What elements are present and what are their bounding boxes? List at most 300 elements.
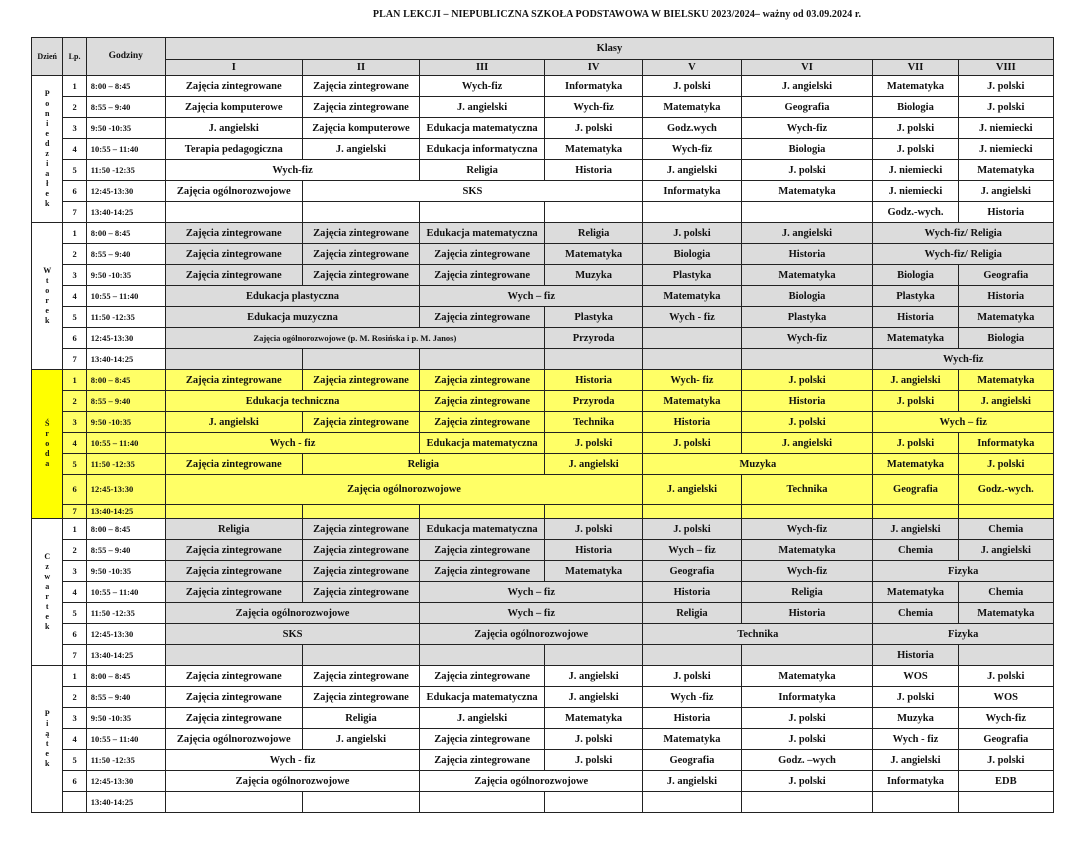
subject-cell: J. polski (544, 519, 642, 540)
table-row (32, 771, 1054, 792)
subject-cell: Wych - fiz (165, 750, 419, 771)
subject-cell (302, 505, 420, 519)
subject-cell: J. niemiecki (958, 139, 1053, 160)
subject-cell: Godz.-wych. (873, 202, 958, 223)
subject-cell: Chemia (958, 519, 1053, 540)
subject-cell: Zajęcia zintegrowane (165, 265, 302, 286)
subject-cell: Matematyka (873, 582, 958, 603)
table-row (32, 792, 1054, 813)
subject-cell: Zajęcia komputerowe (302, 118, 420, 139)
lesson-number: 4 (63, 582, 86, 603)
subject-cell: Informatyka (544, 76, 642, 97)
subject-cell: Zajęcia zintegrowane (165, 76, 302, 97)
subject-cell: J. niemiecki (873, 181, 958, 202)
table-row (32, 223, 1054, 244)
lesson-hours: 10:55 – 11:40 (86, 286, 165, 307)
subject-cell: Zajęcia zintegrowane (165, 708, 302, 729)
class-header: IV (544, 60, 642, 76)
subject-cell: Wych-fiz (165, 160, 419, 181)
lesson-number: 6 (63, 771, 86, 792)
subject-cell (643, 349, 741, 370)
subject-cell (165, 792, 302, 813)
page-title: PLAN LEKCJI – NIEPUBLICZNA SZKOŁA PODSTAWOWA W BIELSKU 2023/2024– ważny od 03.09.2024 r. (372, 9, 862, 20)
lesson-number: 2 (63, 244, 86, 265)
lesson-hours: 8:00 – 8:45 (86, 519, 165, 540)
subject-cell: Historia (958, 202, 1053, 223)
header-lp: Lp. (63, 38, 86, 76)
table-row (32, 391, 1054, 412)
subject-cell: Zajęcia zintegrowane (420, 265, 545, 286)
subject-cell: Terapia pedagogiczna (165, 139, 302, 160)
subject-cell: Plastyka (643, 265, 741, 286)
subject-cell (544, 645, 642, 666)
table-row (32, 750, 1054, 771)
subject-cell: J. polski (873, 139, 958, 160)
lesson-hours: 8:55 – 9:40 (86, 391, 165, 412)
subject-cell: Wych-fiz (643, 139, 741, 160)
subject-cell: Zajęcia zintegrowane (165, 244, 302, 265)
lesson-hours: 13:40-14:25 (86, 505, 165, 519)
subject-cell: Fizyka (873, 561, 1054, 582)
subject-cell (643, 202, 741, 223)
subject-cell: Matematyka (544, 708, 642, 729)
subject-cell: Religia (302, 708, 420, 729)
subject-cell: Wych-fiz (741, 328, 873, 349)
subject-cell: J. angielski (741, 76, 873, 97)
subject-cell (958, 792, 1053, 813)
lesson-number: 1 (63, 370, 86, 391)
subject-cell: Godz. –wych (741, 750, 873, 771)
subject-cell: J. angielski (643, 475, 741, 505)
header-day: Dzień (32, 38, 63, 76)
subject-cell: Matematyka (873, 328, 958, 349)
subject-cell: Wych – fiz (420, 603, 643, 624)
subject-cell: Zajęcia ogólnorozwojowe (165, 771, 419, 792)
subject-cell (302, 645, 420, 666)
lesson-hours: 12:45-13:30 (86, 328, 165, 349)
subject-cell: Technika (544, 412, 642, 433)
subject-cell: J. angielski (544, 454, 642, 475)
subject-cell: Wych - fiz (873, 729, 958, 750)
subject-cell: Historia (741, 391, 873, 412)
subject-cell: J. polski (643, 519, 741, 540)
subject-cell: Muzyka (643, 454, 873, 475)
subject-cell (741, 202, 873, 223)
subject-cell: J. angielski (302, 139, 420, 160)
subject-cell: Wych -fiz (643, 687, 741, 708)
subject-cell: J. polski (741, 412, 873, 433)
lesson-number: 5 (63, 603, 86, 624)
subject-cell: J. angielski (420, 97, 545, 118)
subject-cell: Biologia (873, 265, 958, 286)
subject-cell: Religia (741, 582, 873, 603)
subject-cell: Matematyka (544, 561, 642, 582)
subject-cell: WOS (958, 687, 1053, 708)
subject-cell: Zajęcia ogólnorozwojowe (420, 624, 643, 645)
subject-cell (643, 645, 741, 666)
lesson-number: 1 (63, 519, 86, 540)
lesson-hours: 13:40-14:25 (86, 792, 165, 813)
subject-cell (420, 349, 545, 370)
subject-cell (741, 349, 873, 370)
subject-cell (544, 792, 642, 813)
table-row (32, 349, 1054, 370)
subject-cell: J. polski (741, 729, 873, 750)
subject-cell: Geografia (873, 475, 958, 505)
lesson-hours: 9:50 -10:35 (86, 265, 165, 286)
subject-cell (165, 505, 302, 519)
subject-cell: Matematyka (643, 729, 741, 750)
lesson-hours: 11:50 -12:35 (86, 307, 165, 328)
subject-cell: Historia (544, 540, 642, 561)
subject-cell: Zajęcia ogólnorozwojowe (p. M. Rosińska i p. M. Janos) (165, 328, 544, 349)
subject-cell: Zajęcia zintegrowane (420, 370, 545, 391)
subject-cell: Matematyka (643, 286, 741, 307)
subject-cell: Religia (544, 223, 642, 244)
subject-cell: J. polski (544, 729, 642, 750)
subject-cell: Zajęcia zintegrowane (420, 540, 545, 561)
table-row (32, 519, 1054, 540)
table-row (32, 139, 1054, 160)
subject-cell: Technika (741, 475, 873, 505)
day-label: Ś r o d a (32, 370, 63, 519)
subject-cell: Matematyka (958, 603, 1053, 624)
lesson-hours: 13:40-14:25 (86, 645, 165, 666)
subject-cell: J. niemiecki (958, 118, 1053, 139)
subject-cell: Matematyka (741, 265, 873, 286)
subject-cell: J. polski (958, 750, 1053, 771)
subject-cell: Informatyka (741, 687, 873, 708)
subject-cell: Historia (643, 582, 741, 603)
subject-cell: Edukacja muzyczna (165, 307, 419, 328)
subject-cell (420, 792, 545, 813)
subject-cell: Historia (741, 603, 873, 624)
subject-cell: Wych-fiz (741, 561, 873, 582)
subject-cell (873, 505, 958, 519)
subject-cell: J. angielski (643, 160, 741, 181)
subject-cell: Matematyka (643, 97, 741, 118)
subject-cell: Geografia (958, 729, 1053, 750)
subject-cell: SKS (165, 624, 419, 645)
lesson-number: 4 (63, 286, 86, 307)
subject-cell: Przyroda (544, 328, 642, 349)
subject-cell: Zajęcia zintegrowane (302, 370, 420, 391)
subject-cell: J. polski (741, 708, 873, 729)
subject-cell: Zajęcia zintegrowane (420, 244, 545, 265)
subject-cell: Historia (643, 412, 741, 433)
subject-cell: Plastyka (544, 307, 642, 328)
lesson-number: 6 (63, 624, 86, 645)
lesson-hours: 12:45-13:30 (86, 624, 165, 645)
subject-cell: Biologia (958, 328, 1053, 349)
subject-cell: Zajęcia zintegrowane (165, 561, 302, 582)
lesson-hours: 11:50 -12:35 (86, 750, 165, 771)
table-row (32, 433, 1054, 454)
lesson-number: 4 (63, 433, 86, 454)
table-row (32, 582, 1054, 603)
subject-cell: Informatyka (873, 771, 958, 792)
timetable (31, 37, 1054, 813)
class-header: II (302, 60, 420, 76)
subject-cell: J. polski (643, 666, 741, 687)
subject-cell: J. polski (873, 687, 958, 708)
subject-cell: J. angielski (420, 708, 545, 729)
subject-cell: Zajęcia zintegrowane (302, 666, 420, 687)
lesson-hours: 10:55 – 11:40 (86, 729, 165, 750)
subject-cell: Wych - fiz (165, 433, 419, 454)
table-row (32, 729, 1054, 750)
subject-cell: Zajęcia zintegrowane (420, 412, 545, 433)
subject-cell: J. polski (741, 370, 873, 391)
subject-cell: J. angielski (165, 118, 302, 139)
subject-cell: Historia (958, 286, 1053, 307)
subject-cell: Wych-fiz (741, 118, 873, 139)
lesson-number: 7 (63, 645, 86, 666)
subject-cell: Edukacja matematyczna (420, 118, 545, 139)
subject-cell: Matematyka (544, 139, 642, 160)
subject-cell: Zajęcia zintegrowane (302, 223, 420, 244)
class-header: I (165, 60, 302, 76)
subject-cell: Zajęcia ogólnorozwojowe (165, 475, 642, 505)
table-row (32, 645, 1054, 666)
subject-cell (302, 349, 420, 370)
table-row (32, 97, 1054, 118)
subject-cell: Zajęcia zintegrowane (420, 666, 545, 687)
subject-cell: J. polski (643, 433, 741, 454)
subject-cell: Wych-fiz/ Religia (873, 223, 1054, 244)
subject-cell (958, 645, 1053, 666)
subject-cell: J. polski (643, 76, 741, 97)
subject-cell: Historia (873, 307, 958, 328)
subject-cell: J. polski (958, 76, 1053, 97)
table-row (32, 244, 1054, 265)
lesson-hours: 8:55 – 9:40 (86, 244, 165, 265)
subject-cell: Zajęcia zintegrowane (302, 582, 420, 603)
subject-cell: Geografia (741, 97, 873, 118)
subject-cell: J. angielski (958, 540, 1053, 561)
lesson-hours: 8:00 – 8:45 (86, 76, 165, 97)
subject-cell: Historia (643, 708, 741, 729)
subject-cell: Zajęcia zintegrowane (420, 307, 545, 328)
subject-cell: Matematyka (741, 540, 873, 561)
subject-cell: J. angielski (643, 771, 741, 792)
table-row (32, 624, 1054, 645)
subject-cell (420, 645, 545, 666)
table-row (32, 76, 1054, 97)
subject-cell: Geografia (643, 561, 741, 582)
subject-cell: Matematyka (958, 307, 1053, 328)
subject-cell: J. niemiecki (873, 160, 958, 181)
subject-cell: Zajęcia zintegrowane (165, 454, 302, 475)
lesson-number: 4 (63, 729, 86, 750)
table-row (32, 666, 1054, 687)
subject-cell: Informatyka (958, 433, 1053, 454)
table-row (32, 505, 1054, 519)
subject-cell: Zajęcia zintegrowane (302, 561, 420, 582)
subject-cell: Geografia (643, 750, 741, 771)
subject-cell: Wych – fiz (873, 412, 1054, 433)
subject-cell: Wych-fiz (420, 76, 545, 97)
header-classes: Klasy (165, 38, 1053, 60)
subject-cell: J. polski (958, 454, 1053, 475)
lesson-number: 7 (63, 202, 86, 223)
subject-cell: Zajęcia zintegrowane (302, 687, 420, 708)
lesson-number: 5 (63, 750, 86, 771)
subject-cell: Muzyka (873, 708, 958, 729)
subject-cell: Zajęcia ogólnorozwojowe (165, 181, 302, 202)
subject-cell: Zajęcia zintegrowane (165, 582, 302, 603)
lesson-hours: 11:50 -12:35 (86, 160, 165, 181)
lesson-hours: 12:45-13:30 (86, 181, 165, 202)
subject-cell: Zajęcia zintegrowane (302, 76, 420, 97)
class-header: III (420, 60, 545, 76)
lesson-hours: 13:40-14:25 (86, 349, 165, 370)
subject-cell: Zajęcia zintegrowane (420, 750, 545, 771)
subject-cell: J. angielski (873, 519, 958, 540)
table-row (32, 412, 1054, 433)
subject-cell (958, 505, 1053, 519)
table-row (32, 202, 1054, 223)
lesson-hours: 11:50 -12:35 (86, 603, 165, 624)
subject-cell: J. polski (544, 118, 642, 139)
subject-cell: Biologia (741, 286, 873, 307)
subject-cell (741, 505, 873, 519)
subject-cell: Godz.wych (643, 118, 741, 139)
subject-cell: Zajęcia zintegrowane (420, 729, 545, 750)
subject-cell: Geografia (958, 265, 1053, 286)
subject-cell: Chemia (873, 603, 958, 624)
subject-cell: Informatyka (643, 181, 741, 202)
subject-cell: Edukacja informatyczna (420, 139, 545, 160)
subject-cell: J. polski (741, 771, 873, 792)
subject-cell: Wych – fiz (643, 540, 741, 561)
subject-cell: Technika (643, 624, 873, 645)
subject-cell: Matematyka (643, 391, 741, 412)
subject-cell: Matematyka (958, 370, 1053, 391)
day-label: W t o r e k (32, 223, 63, 370)
subject-cell: Plastyka (873, 286, 958, 307)
subject-cell: Wych- fiz (643, 370, 741, 391)
subject-cell: Edukacja matematyczna (420, 433, 545, 454)
lesson-hours: 8:55 – 9:40 (86, 97, 165, 118)
subject-cell: WOS (873, 666, 958, 687)
subject-cell: Wych-fiz/ Religia (873, 244, 1054, 265)
subject-cell: Muzyka (544, 265, 642, 286)
subject-cell: Wych-fiz (958, 708, 1053, 729)
subject-cell: J. angielski (741, 223, 873, 244)
class-header: VII (873, 60, 958, 76)
subject-cell: Chemia (873, 540, 958, 561)
subject-cell: Zajęcia ogólnorozwojowe (165, 603, 419, 624)
table-row (32, 118, 1054, 139)
subject-cell (741, 645, 873, 666)
lesson-number: 3 (63, 118, 86, 139)
subject-cell: J. polski (958, 97, 1053, 118)
subject-cell (302, 202, 420, 223)
lesson-number: 2 (63, 540, 86, 561)
subject-cell: Zajęcia zintegrowane (302, 97, 420, 118)
subject-cell: Matematyka (958, 160, 1053, 181)
lesson-number: 4 (63, 139, 86, 160)
subject-cell: J. angielski (958, 181, 1053, 202)
subject-cell: Zajęcia zintegrowane (302, 244, 420, 265)
lesson-hours: 9:50 -10:35 (86, 708, 165, 729)
subject-cell (165, 645, 302, 666)
subject-cell: J. polski (544, 433, 642, 454)
subject-cell: Zajęcia zintegrowane (165, 687, 302, 708)
subject-cell: Wych - fiz (643, 307, 741, 328)
lesson-hours: 13:40-14:25 (86, 202, 165, 223)
subject-cell: J. polski (873, 118, 958, 139)
lesson-number: 7 (63, 349, 86, 370)
lesson-hours: 10:55 – 11:40 (86, 433, 165, 454)
subject-cell: Wych-fiz (544, 97, 642, 118)
table-row (32, 603, 1054, 624)
lesson-hours: 9:50 -10:35 (86, 412, 165, 433)
table-row (32, 708, 1054, 729)
subject-cell: Zajęcia zintegrowane (302, 265, 420, 286)
table-row (32, 687, 1054, 708)
lesson-hours: 8:55 – 9:40 (86, 540, 165, 561)
table-row (32, 160, 1054, 181)
lesson-number: 5 (63, 160, 86, 181)
lesson-hours: 10:55 – 11:40 (86, 139, 165, 160)
lesson-number: 3 (63, 561, 86, 582)
subject-cell (165, 202, 302, 223)
table-row (32, 370, 1054, 391)
subject-cell (873, 792, 958, 813)
lesson-number: 7 (63, 505, 86, 519)
lesson-hours: 12:45-13:30 (86, 475, 165, 505)
subject-cell: SKS (302, 181, 643, 202)
subject-cell: Matematyka (544, 244, 642, 265)
lesson-number: 2 (63, 97, 86, 118)
subject-cell: Religia (302, 454, 544, 475)
lesson-hours: 8:55 – 9:40 (86, 687, 165, 708)
subject-cell: Zajęcia zintegrowane (165, 666, 302, 687)
class-header: V (643, 60, 741, 76)
subject-cell (420, 202, 545, 223)
lesson-number: 6 (63, 181, 86, 202)
subject-cell: Matematyka (741, 666, 873, 687)
subject-cell: Religia (420, 160, 545, 181)
lesson-hours: 8:00 – 8:45 (86, 370, 165, 391)
subject-cell: Wych-fiz (741, 519, 873, 540)
subject-cell: Zajęcia komputerowe (165, 97, 302, 118)
subject-cell: J. polski (958, 666, 1053, 687)
subject-cell: Przyroda (544, 391, 642, 412)
subject-cell: J. angielski (873, 750, 958, 771)
lesson-hours: 10:55 – 11:40 (86, 582, 165, 603)
subject-cell: J. angielski (958, 391, 1053, 412)
subject-cell (165, 349, 302, 370)
subject-cell: J. angielski (873, 370, 958, 391)
table-row (32, 307, 1054, 328)
lesson-number: 3 (63, 265, 86, 286)
subject-cell: Historia (741, 244, 873, 265)
subject-cell: Zajęcia zintegrowane (165, 540, 302, 561)
table-row (32, 286, 1054, 307)
lesson-number: 3 (63, 708, 86, 729)
subject-cell: Historia (873, 645, 958, 666)
table-row (32, 265, 1054, 286)
subject-cell: J. polski (643, 223, 741, 244)
subject-cell: Biologia (741, 139, 873, 160)
subject-cell: Zajęcia ogólnorozwojowe (165, 729, 302, 750)
day-label: C z w a r t e k (32, 519, 63, 666)
subject-cell: Edukacja matematyczna (420, 687, 545, 708)
lesson-number: 1 (63, 76, 86, 97)
